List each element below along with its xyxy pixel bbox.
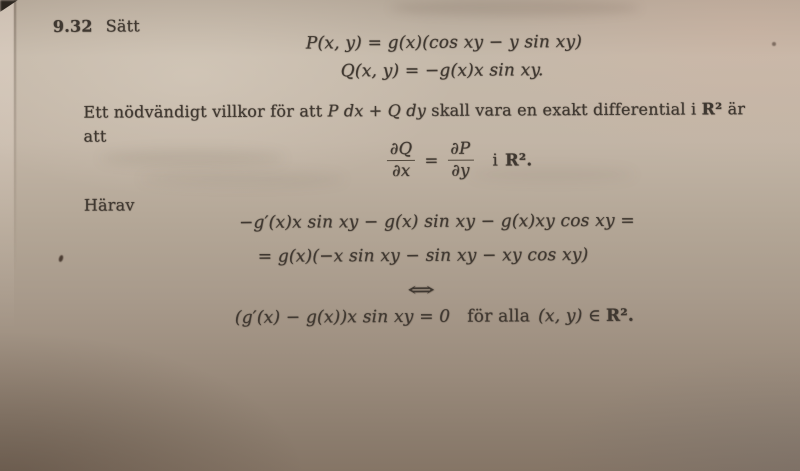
conclusion-math: (x, y) ∈	[538, 305, 601, 327]
paragraph-text: skall vara en exakt differential i	[425, 99, 702, 120]
conclusion-equation	[235, 306, 634, 328]
heading-harav: Härav	[83, 195, 135, 215]
double-arrow-symbol: ⇔	[407, 278, 436, 301]
fraction-numerator: ∂P	[447, 140, 473, 161]
problem-header	[53, 16, 140, 35]
set-symbol: R².	[605, 305, 635, 326]
problem-verb: Sätt	[105, 16, 140, 36]
in-word: i	[492, 150, 499, 170]
fraction-denominator: ∂y	[451, 160, 470, 180]
iff-arrow	[407, 278, 437, 301]
fraction-dQdx	[387, 140, 416, 181]
paragraph-text: är	[722, 99, 746, 119]
fraction-numerator: ∂Q	[387, 140, 416, 161]
set-symbol: R².	[504, 150, 533, 170]
condition-equation	[387, 139, 533, 181]
paragraph-line2: att	[83, 126, 107, 146]
set-symbol: R²	[701, 99, 723, 119]
paragraph-math: P dx + Q dy	[327, 100, 427, 121]
fraction-denominator: ∂x	[392, 160, 411, 181]
paragraph-line1	[83, 99, 745, 121]
equals-sign: =	[424, 150, 439, 170]
derivation-line2: = g(x)(−x sin xy − sin xy − xy cos xy)	[257, 245, 589, 267]
paragraph-text: Ett nödvändigt villkor för att	[83, 101, 328, 122]
problem-number: 9.32	[52, 16, 93, 36]
conclusion-math: (g′(x) − g(x))x sin xy = 0	[234, 306, 451, 328]
equation-q: Q(x, y) = −g(x)x sin xy.	[340, 60, 544, 82]
conclusion-text: för alla	[467, 306, 531, 327]
equation-p: P(x, y) = g(x)(cos xy − y sin xy)	[305, 32, 583, 54]
derivation-line1: −g′(x)x sin xy − g(x) sin xy − g(x)xy cos xy =	[239, 210, 635, 233]
fraction-dPdy	[447, 140, 473, 181]
